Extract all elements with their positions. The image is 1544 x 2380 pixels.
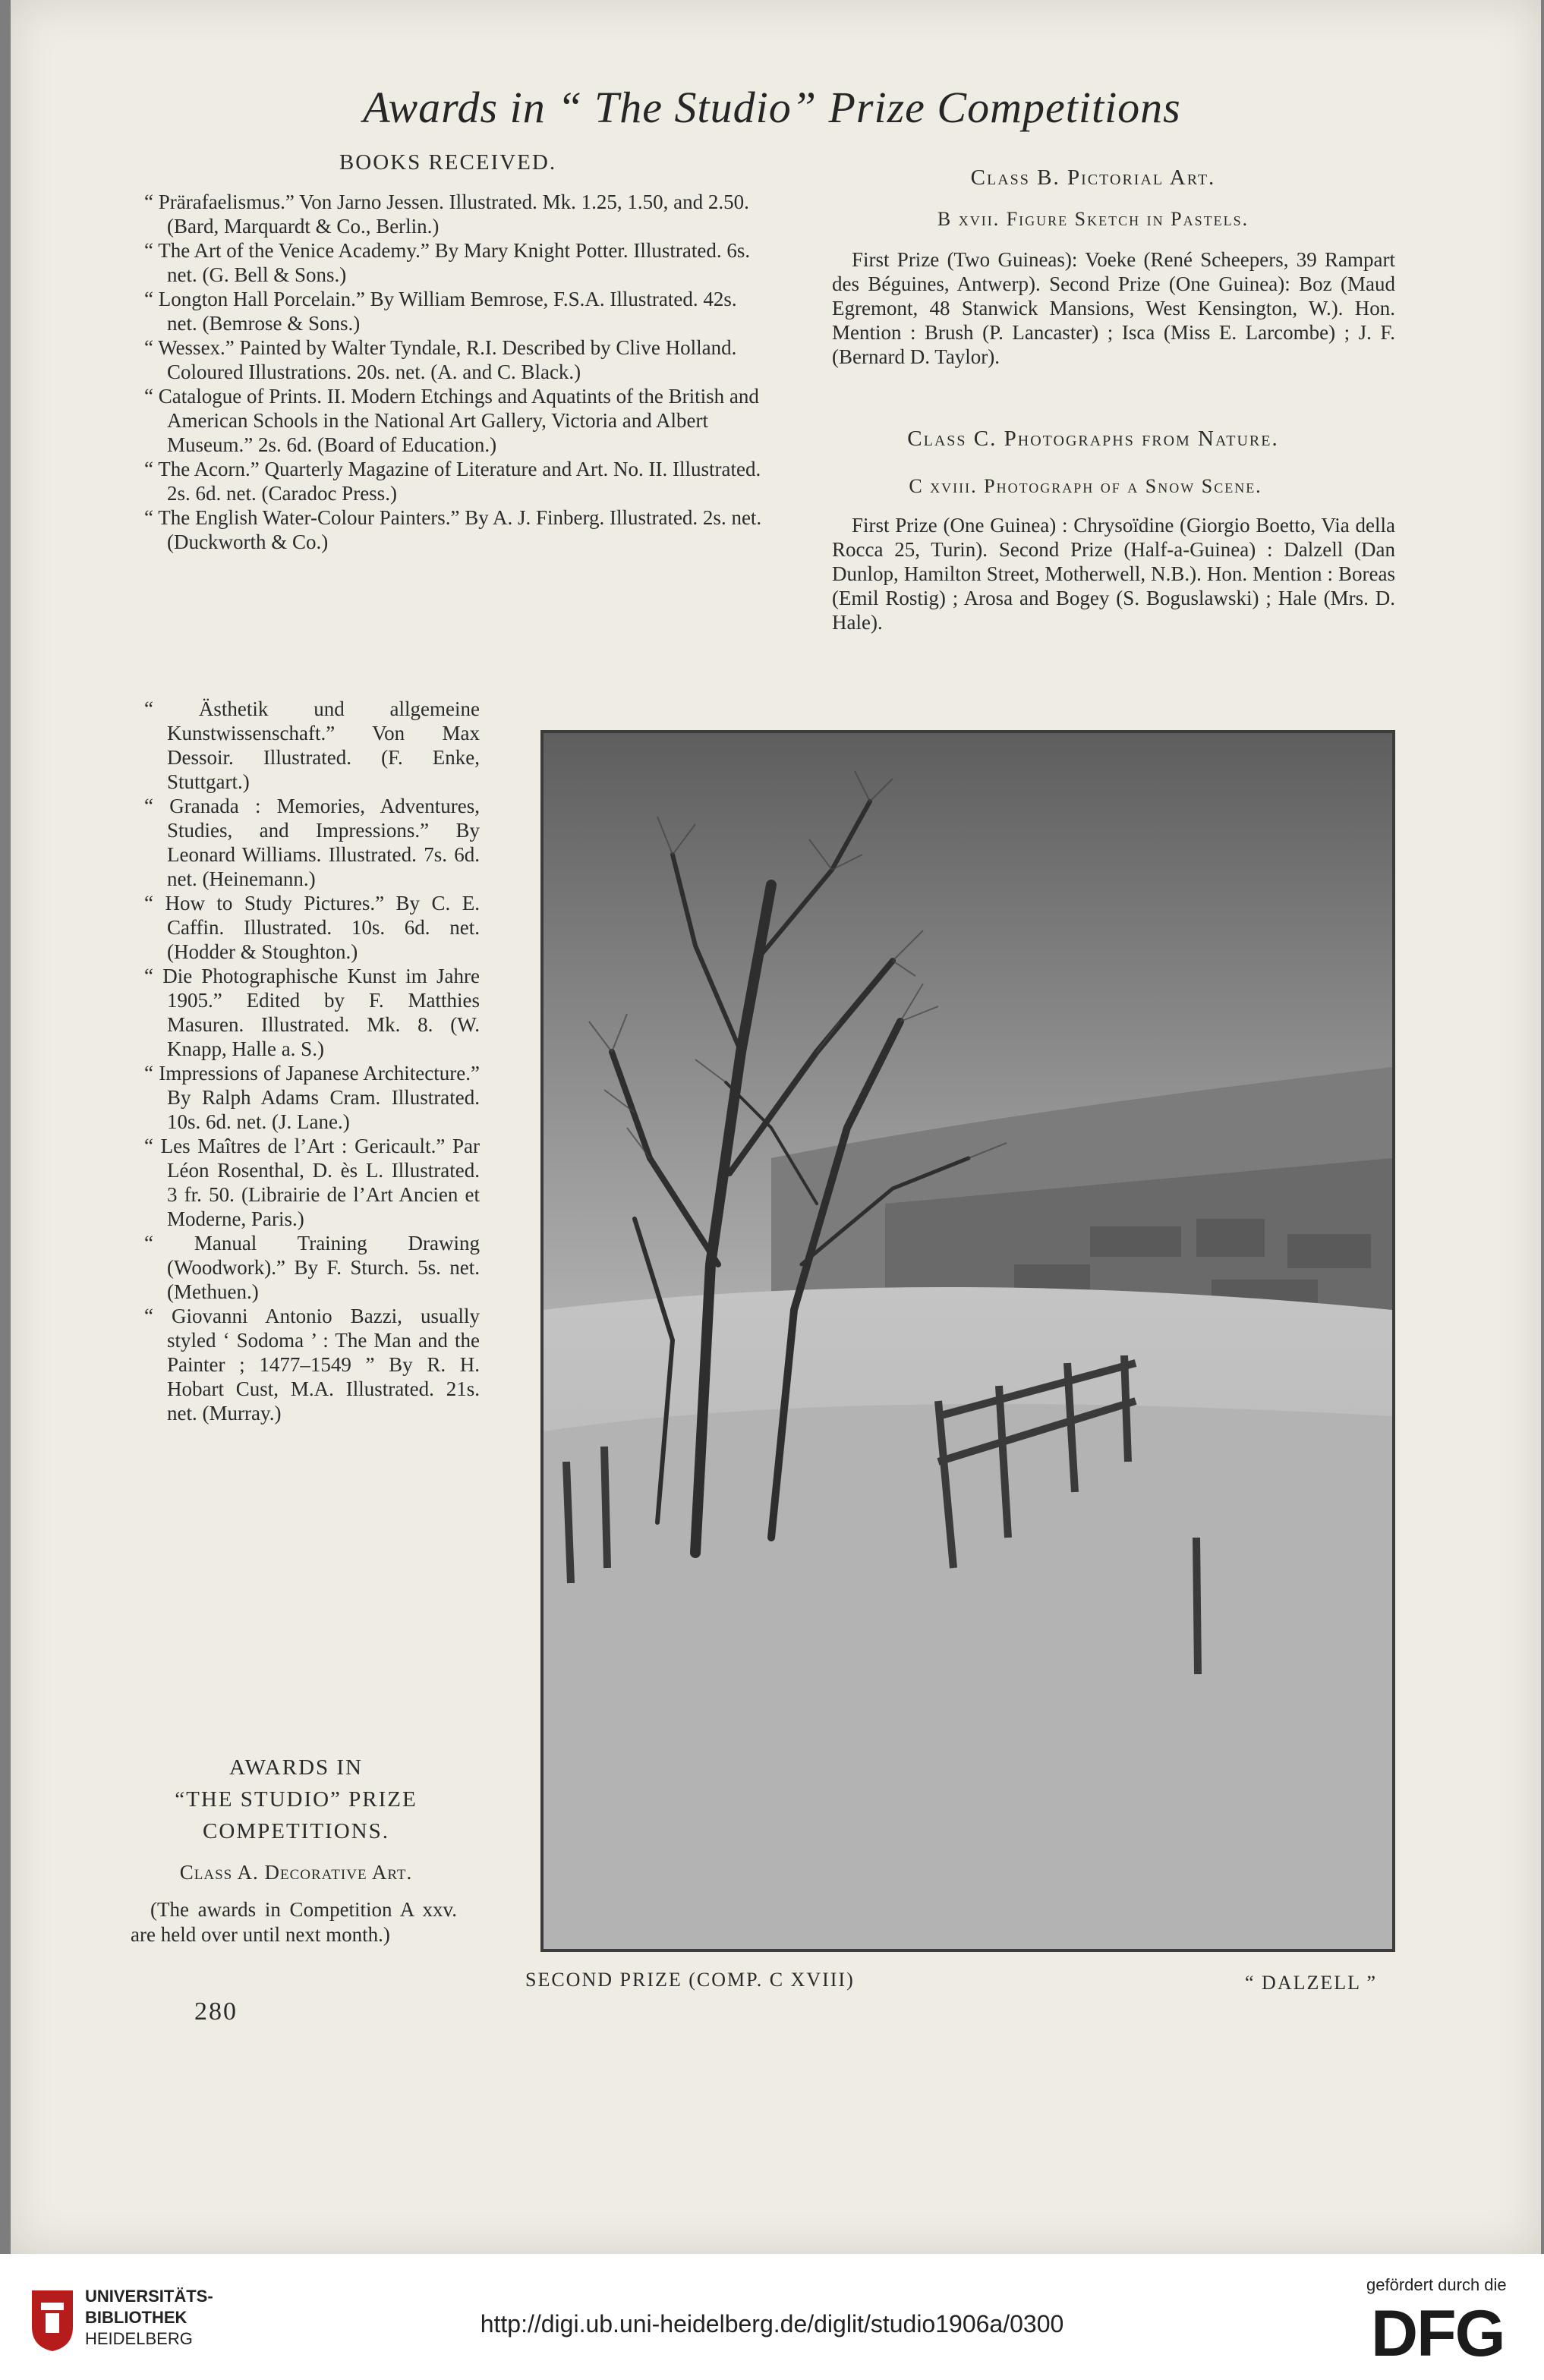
library-name-line: UNIVERSITÄTS- (85, 2287, 213, 2306)
book-entry: “ Ästhetik und allgemeine Kunstwissenschaft.” Von Max Dessoir. Illustrated. (F. Enke, Stuttgart.) (144, 697, 480, 793)
book-entry: “ The Art of the Venice Academy.” By Mary Knight Potter. Illustrated. 6s. net. (G. Bell & Sons.) (144, 239, 751, 286)
class-c-heading: Class C. Photographs from Nature. (907, 427, 1279, 451)
dfg-logo: DFG (1371, 2297, 1505, 2370)
books-list (131, 190, 768, 554)
book-entry: “ The English Water-Colour Painters.” By A. J. Finberg. Illustrated. 2s. net. (Duckworth & Co.) (144, 506, 762, 553)
book-entry: “ Impressions of Japanese Architecture.” By Ralph Adams Cram. Illustrated. 10s. 6d. net. (J. Lane.) (144, 1062, 480, 1133)
snow-scene-photograph (540, 730, 1395, 1952)
page-number: 280 (194, 1998, 238, 2026)
library-footer (0, 2254, 1544, 2380)
book-entry: “ Catalogue of Prints. II. Modern Etchings and Aquatints of the British and American Schools in the National Art Gallery, Victoria and Albert Museum.” 2s. 6d. (Board of Education.) (144, 385, 759, 456)
class-b-text: First Prize (Two Guineas): Voeke (René Scheepers, 39 Rampart des Béguines, Antwerp). Second Prize (One Guinea): Boz (Maud Egremont, 48 Stanwick Mansions, West Kensington, W.). Hon. Mention : Brush (P. Lancaster) ; Isca (Miss E. Larcombe) ; J. F. (Bernard D. Taylor). (832, 248, 1395, 368)
class-a-heading: Class A. Decorative Art. (179, 1861, 413, 1884)
class-a-text: (The awards in Competition A xxv. are held over until next month.) (131, 1898, 457, 1946)
book-entry: “ Les Maîtres de l’Art : Gericault.” Par Léon Rosenthal, D. ès L. Illustrated. 3 fr. 50. (Librairie de l’Art Ancien et Moderne, Paris.) (144, 1135, 480, 1230)
snow-scene-image (544, 733, 1392, 1949)
book-entry: “ Manual Training Drawing (Woodwork).” By F. Sturch. 5s. net. (Methuen.) (144, 1232, 480, 1303)
awards-heading-line: COMPETITIONS. (203, 1819, 389, 1843)
class-c-subheading: C xviii. Photograph of a Snow Scene. (909, 475, 1262, 497)
class-b-subheading: B xvii. Figure Sketch in Pastels. (937, 208, 1249, 230)
awards-heading-line: “THE STUDIO” PRIZE (175, 1787, 418, 1812)
page-header: Awards in “ The Studio” Prize Competitions (363, 83, 1181, 132)
book-entry: “ Granada : Memories, Adventures, Studies, and Impressions.” By Leonard Williams. Illustrated. 7s. 6d. net. (Heinemann.) (144, 795, 480, 890)
books-heading: BOOKS RECEIVED. (339, 150, 557, 175)
class-c-text: First Prize (One Guinea) : Chrysoïdine (Giorgio Boetto, Via della Rocca 25, Turin). Second Prize (Half-a-Guinea) : Dalzell (Dan Dunlop, Hamilton Street, Motherwell, N.B.). Hon. Mention : Boreas (Emil Rostig) ; Arosa and Bogey (S. Boguslawski) ; Hale (Mrs. D. Hale). (832, 514, 1395, 634)
book-entry: “ How to Study Pictures.” By C. E. Caffin. Illustrated. 10s. 6d. net. (Hodder & Stoughton.) (144, 892, 480, 963)
books-list-narrow (131, 697, 480, 1425)
book-entry: “ Prärafaelismus.” Von Jarno Jessen. Illustrated. Mk. 1.25, 1.50, and 2.50. (Bard, Marquardt & Co., Berlin.) (144, 190, 749, 238)
awards-heading (121, 1752, 471, 1847)
digitization-url[interactable]: http://digi.ub.uni-heidelberg.de/diglit/studio1906a/0300 (480, 2310, 1064, 2338)
class-b-heading: Class B. Pictorial Art. (970, 165, 1216, 190)
library-name-line: BIBLIOTHEK (85, 2308, 187, 2327)
book-entry: “ Wessex.” Painted by Walter Tyndale, R.I. Described by Clive Holland. Coloured Illustrations. 20s. net. (A. and C. Black.) (144, 336, 737, 383)
awards-heading-line: AWARDS IN (229, 1755, 363, 1780)
book-entry: “ Giovanni Antonio Bazzi, usually styled ‘ Sodoma ’ : The Man and the Painter ; 1477–1549 ” By R. H. Hobart Cust, M.A. Illustrated. 21s. net. (Murray.) (144, 1305, 480, 1425)
book-entry: “ The Acorn.” Quarterly Magazine of Literature and Art. No. II. Illustrated. 2s. 6d. net. (Caradoc Press.) (144, 458, 761, 505)
class-c-results (796, 513, 1395, 634)
photo-caption-right: “ DALZELL ” (1245, 1972, 1378, 1994)
book-entry: “ Die Photographische Kunst im Jahre 1905.” Edited by F. Matthies Masuren. Illustrated. Mk. 8. (W. Knapp, Halle a. S.) (144, 965, 480, 1060)
funded-by-text: gefördert durch die (1366, 2275, 1507, 2294)
book-entry: “ Longton Hall Porcelain.” By William Bemrose, F.S.A. Illustrated. 42s. net. (Bemrose & Sons.) (144, 288, 737, 335)
photo-caption-left: SECOND PRIZE (COMP. C XVIII) (525, 1969, 855, 1991)
class-b-results (796, 247, 1395, 369)
library-name-line: HEIDELBERG (85, 2329, 193, 2348)
